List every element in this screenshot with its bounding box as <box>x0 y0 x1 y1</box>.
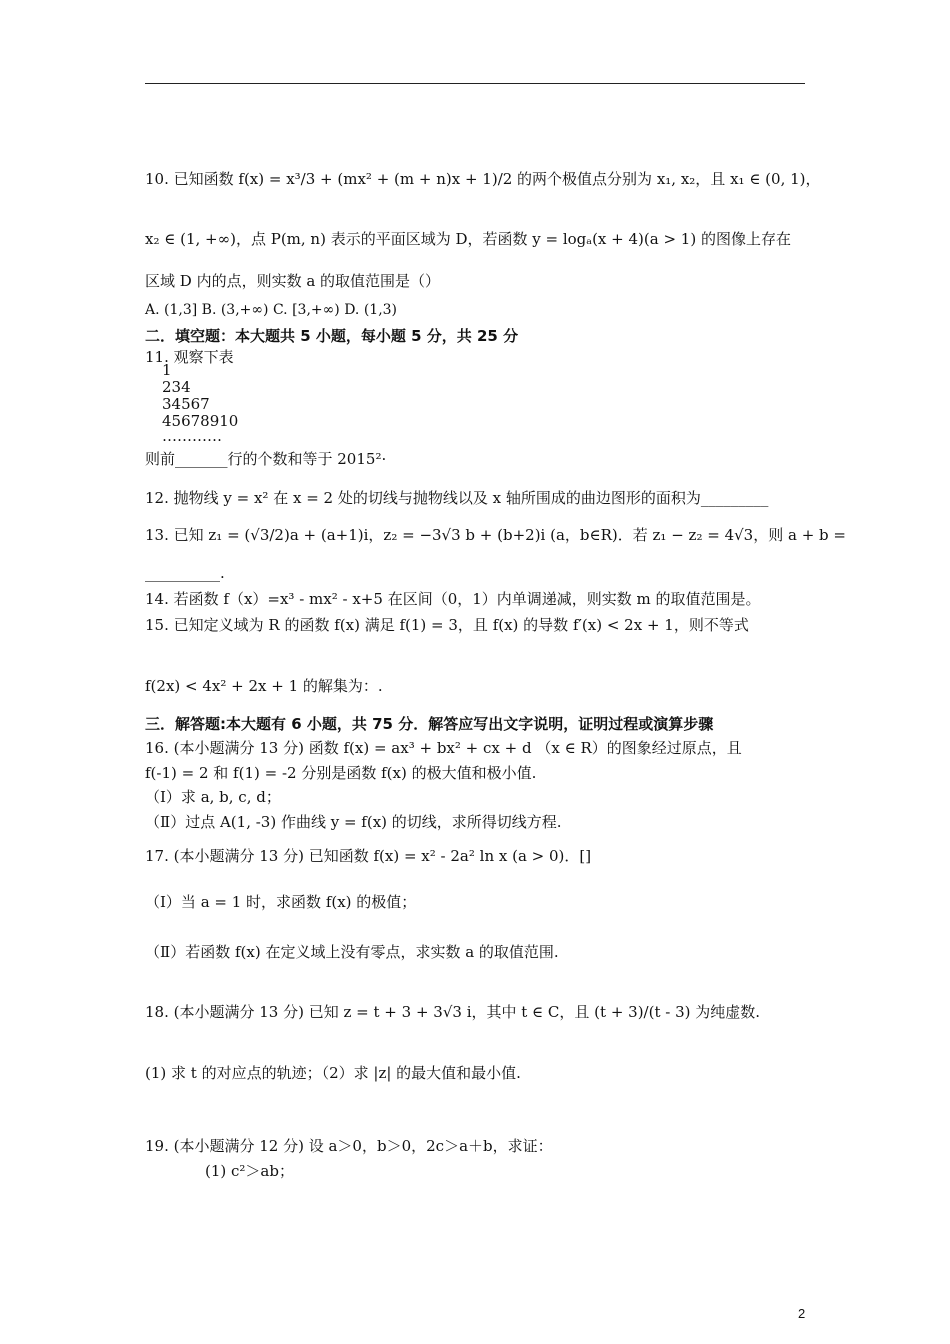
q10-line-1: 10. 已知函数 f(x) = x³/3 + (mx² + (m + n)x + 1)/2 的两个极值点分别为 x₁, x₂，且 x₁ ∈ (0, 1)， <box>145 170 821 188</box>
q19-part-1: (1) c²＞ab； <box>205 1162 294 1180</box>
q16: 16. (本小题满分 13 分) 函数 f(x) = ax³ + bx² + cx + d （x ∈ R）的图象经过原点，且 <box>145 739 742 757</box>
q16-cont: f(-1) = 2 和 f(1) = -2 分别是函数 f(x) 的极大值和极小值. <box>145 764 537 782</box>
q12: 12. 抛物线 y = x² 在 x = 2 处的切线与抛物线以及 x 轴所围成的曲边图形的面积为_________ <box>145 489 769 507</box>
page-number: 2 <box>798 1306 806 1321</box>
q11-table-row-5: ………… <box>162 427 222 445</box>
q16-part-2: （Ⅱ）过点 A(1, -3) 作曲线 y = f(x) 的切线，求所得切线方程. <box>145 813 562 831</box>
q11-table-row-2: 234 <box>162 378 191 396</box>
section-3-heading: 三．解答题:本大题有 6 小题，共 75 分．解答应写出文字说明，证明过程或演算步骤 <box>145 715 714 733</box>
q10-line-2: x₂ ∈ (1, +∞)，点 P(m, n) 表示的平面区域为 D，若函数 y = logₐ(x + 4)(a > 1) 的图像上存在 <box>145 230 791 248</box>
q18: 18. (本小题满分 13 分) 已知 z = t + 3 + 3√3 i，其中 t ∈ C，且 (t + 3)/(t - 3) 为纯虚数. <box>145 1003 761 1021</box>
q18-parts: (1) 求 t 的对应点的轨迹；（2）求 |z| 的最大值和最小值. <box>145 1064 521 1082</box>
q13: 13. 已知 z₁ = (√3/2)a + (a+1)i，z₂ = −3√3 b + (b+2)i (a，b∈R)．若 z₁ − z₂ = 4√3，则 a + b = <box>145 526 846 544</box>
q16-part-1: （Ⅰ）求 a, b, c, d； <box>145 788 281 806</box>
section-2-heading: 二．填空题：本大题共 5 小题，每小题 5 分，共 25 分 <box>145 327 519 345</box>
q11: 11. 观察下表 <box>145 348 234 366</box>
q17-part-1: （Ⅰ）当 a = 1 时，求函数 f(x) 的极值； <box>145 893 417 911</box>
q15-cont: f(2x) < 4x² + 2x + 1 的解集为：. <box>145 677 383 695</box>
q17: 17. (本小题满分 13 分) 已知函数 f(x) = x² - 2a² ln x (a > 0)．[] <box>145 847 592 865</box>
q14: 14. 若函数 f（x）=x³ - mx² - x+5 在区间（0，1）内单调递减，则实数 m 的取值范围是。 <box>145 590 761 608</box>
q10-options: A. (1,3] B. (3,+∞) C. [3,+∞) D. (1,3) <box>145 302 398 318</box>
q11-table-row-4: 45678910 <box>162 412 239 430</box>
header-rule <box>145 83 805 84</box>
q11-question: 则前_______行的个数和等于 2015²· <box>145 450 387 468</box>
q19: 19. (本小题满分 12 分) 设 a＞0，b＞0，2c＞a＋b，求证： <box>145 1137 553 1155</box>
q11-table-row-1: 1 <box>162 361 172 379</box>
q17-part-2: （Ⅱ）若函数 f(x) 在定义域上没有零点，求实数 a 的取值范围. <box>145 943 559 961</box>
q11-table-row-3: 34567 <box>162 395 210 413</box>
q13-blank: __________. <box>145 564 225 582</box>
q10-line-3: 区域 D 内的点，则实数 a 的取值范围是（） <box>145 272 441 290</box>
q15: 15. 已知定义域为 R 的函数 f(x) 满足 f(1) = 3，且 f(x) 的导数 f′(x) < 2x + 1，则不等式 <box>145 616 749 634</box>
